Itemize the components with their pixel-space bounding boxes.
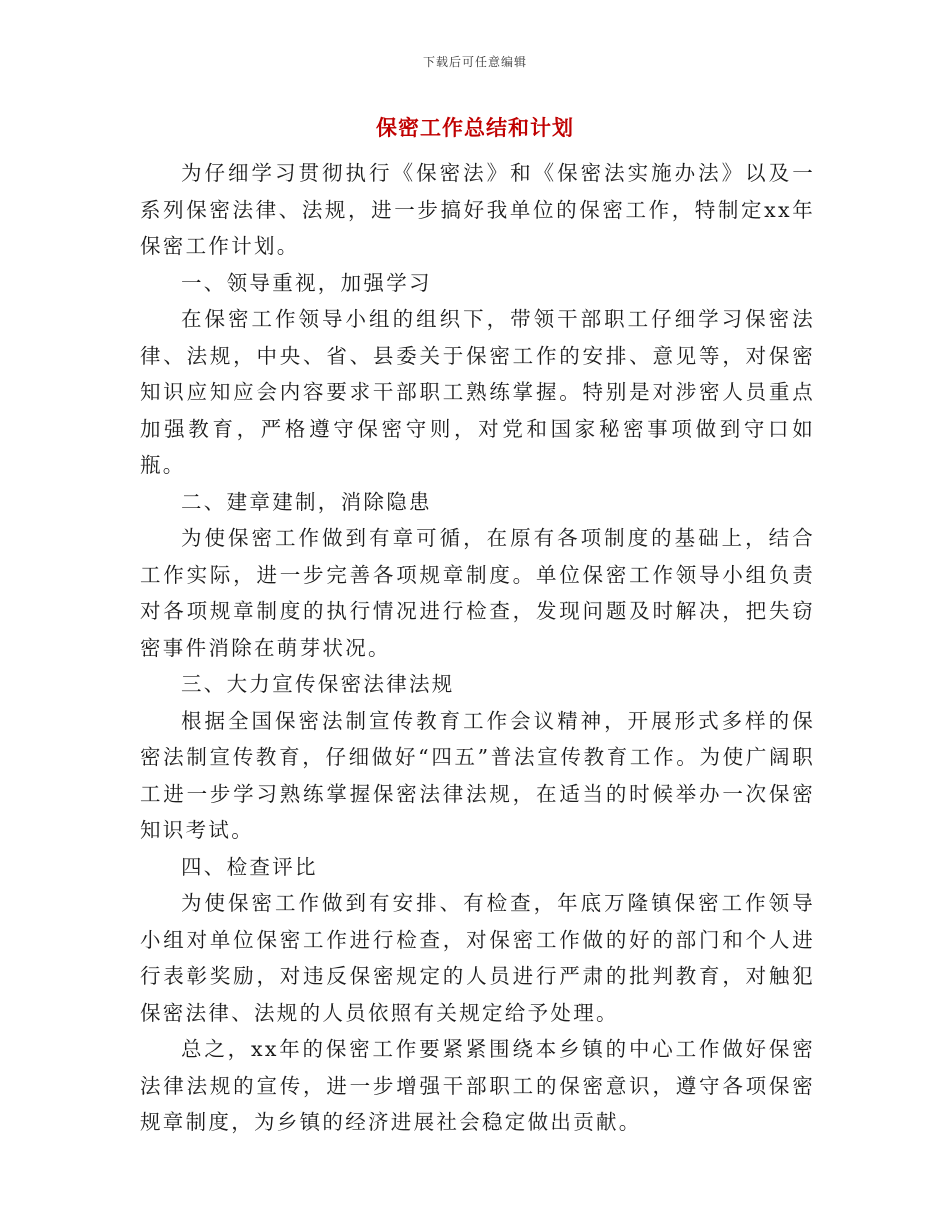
header-note: 下载后可任意编辑 <box>422 55 527 69</box>
intro-paragraph: 为仔细学习贯彻执行《保密法》和《保密法实施办法》以及一系列保密法律、法规，进一步搞好我单位的保密工作，特制定xx年保密工作计划。 <box>140 161 815 258</box>
section-heading-2: 二、建章建制，消除隐患 <box>181 489 432 514</box>
section-paragraph-2: 为使保密工作做到有章可循，在原有各项制度的基础上，结合工作实际，进一步完善各项规章制度。单位保密工作领导小组负责对各项规章制度的执行情况进行检查，发现问题及时解决，把失窃密事件消除在萌芽状况。 <box>140 526 815 660</box>
section-paragraph-3: 根据全国保密法制宣传教育工作会议精神，开展形式多样的保密法制宣传教育，仔细做好“四五”普法宣传教育工作。为使广阔职工进一步学习熟练掌握保密法律法规，在适当的时候举办一次保密知识考试。 <box>140 708 815 842</box>
section-heading-3: 三、大力宣传保密法律法规 <box>181 672 455 696</box>
section-paragraph-4: 为使保密工作做到有安排、有检查，年底万隆镇保密工作领导小组对单位保密工作进行检查，对保密工作做的好的部门和个人进行表彰奖励，对违反保密规定的人员进行严肃的批判教育，对触犯保密法律、法规的人员依照有关规定给予处理。 <box>140 891 815 1025</box>
section-heading-4: 四、检查评比 <box>181 854 318 879</box>
section-heading-1: 一、领导重视，加强学习 <box>181 270 432 295</box>
document-body <box>140 155 815 1141</box>
document-title: 保密工作总结和计划 <box>376 115 574 140</box>
section-paragraph-1: 在保密工作领导小组的组织下，带领干部职工仔细学习保密法律、法规，中央、省、县委关于保密工作的安排、意见等，对保密知识应知应会内容要求干部职工熟练掌握。特别是对涉密人员重点加强教育，严格遵守保密守则，对党和国家秘密事项做到守口如瓶。 <box>140 307 815 477</box>
conclusion-paragraph: 总之，xx年的保密工作要紧紧围绕本乡镇的中心工作做好保密法律法规的宣传，进一步增强干部职工的保密意识，遵守各项保密规章制度，为乡镇的经济进展社会稳定做出贡献。 <box>140 1037 815 1134</box>
